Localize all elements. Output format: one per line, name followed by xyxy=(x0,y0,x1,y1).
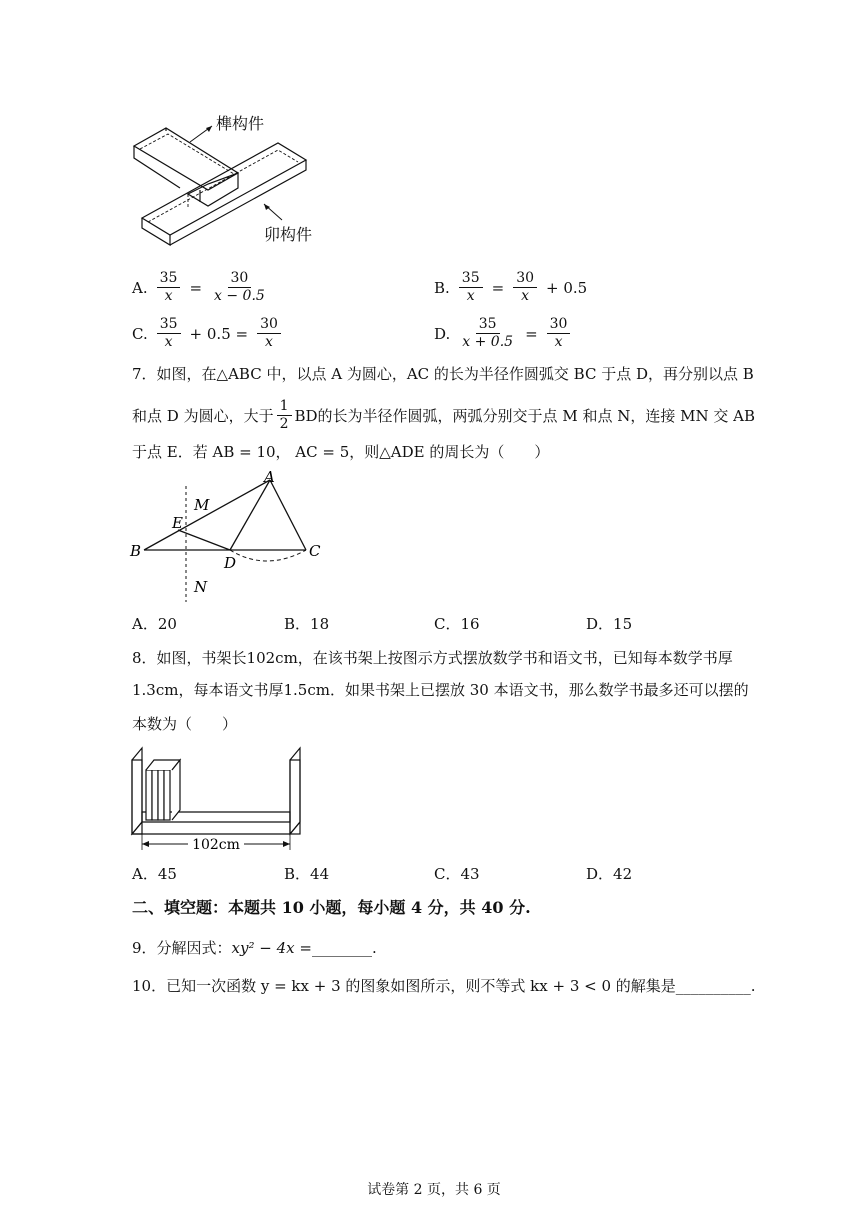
q8-option-d[interactable]: D．42 xyxy=(586,865,633,883)
fraction-left: $\frac{35}{x}$ xyxy=(157,316,181,351)
option-key: B. xyxy=(434,278,450,297)
option-key: C. xyxy=(132,324,148,343)
option-key: A. xyxy=(132,278,148,297)
option-key: D. xyxy=(434,324,451,343)
label-b: B xyxy=(130,542,142,560)
label-d: D xyxy=(224,554,237,572)
q9-expression: xy² − 4x = xyxy=(231,939,312,957)
fraction-right: $\frac{30}{x}$ xyxy=(547,316,571,351)
q7-line-3: 于点 E．若 AB = 10， AC = 5，则△ADE 的周长为（ ） xyxy=(132,443,550,461)
half-fraction: $\frac{1}{2}$ xyxy=(277,398,292,433)
q7-triangle-figure xyxy=(126,468,336,608)
label-a: A xyxy=(264,468,275,486)
suffix: + 0.5 xyxy=(546,278,588,297)
q7-option-c[interactable]: C．16 xyxy=(434,615,480,633)
q9: 9．分解因式：xy² − 4x =________. xyxy=(132,939,377,957)
label-c: C xyxy=(309,542,321,560)
operator: = xyxy=(491,278,505,297)
q6-option-a[interactable] xyxy=(132,270,271,305)
q10-answer-blank[interactable]: __________ xyxy=(675,977,751,995)
shelf-length-label: 102cm xyxy=(192,837,240,853)
operator: = xyxy=(189,278,203,297)
page-footer: 试卷第 2 页，共 6 页 xyxy=(367,1182,501,1198)
q7-option-d[interactable]: D．15 xyxy=(586,615,633,633)
q6-option-b[interactable] xyxy=(434,270,587,305)
tenon-label: 榫构件 xyxy=(216,114,265,133)
q8-option-a[interactable]: A．45 xyxy=(132,865,177,883)
q7-line-2: 和点 D 为圆心，大于 $\frac{1}{2}$ BD的长为半径作圆弧，两弧分别交于点 M 和点 N，连接 MN 交 AB xyxy=(132,398,755,432)
q8-line-1: 8．如图，书架长102cm，在该书架上按图示方式摆放数学书和语文书，已知每本数学书厚 xyxy=(132,649,733,667)
q7-option-b[interactable]: B．18 xyxy=(284,615,330,633)
q7-line-1: 7．如图，在△ABC 中，以点 A 为圆心，AC 的长为半径作圆弧交 BC 于点 D，再分别以点 B xyxy=(132,365,754,383)
q8-line-3: 本数为（ ） xyxy=(132,715,238,733)
label-m: M xyxy=(194,496,210,514)
mortise-label: 卯构件 xyxy=(264,225,313,244)
fraction-right: $\frac{30}{x - 0.5}$ xyxy=(214,270,265,304)
q7-option-a[interactable]: A．20 xyxy=(132,615,177,633)
bookshelf-figure xyxy=(126,736,326,856)
q8-option-c[interactable]: C．43 xyxy=(434,865,480,883)
fraction-left: $\frac{35}{x}$ xyxy=(459,270,483,305)
operator: + 0.5 = xyxy=(189,324,249,343)
label-e: E xyxy=(172,514,183,532)
q8-line-2: 1.3cm，每本语文书厚1.5cm．如果书架上已摆放 30 本语文书，那么数学书最多还可以摆的 xyxy=(132,681,749,699)
fraction-left: $\frac{35}{x}$ xyxy=(157,270,181,305)
q9-answer-blank[interactable]: ________ xyxy=(311,939,372,957)
q6-option-d[interactable] xyxy=(434,316,573,351)
q10: 10．已知一次函数 y = kx + 3 的图象如图所示，则不等式 kx + 3 < 0 的解集是__________. xyxy=(132,977,756,995)
fraction-left: $\frac{35}{x + 0.5}$ xyxy=(462,316,514,350)
label-n: N xyxy=(194,578,208,596)
q8-option-b[interactable]: B．44 xyxy=(284,865,330,883)
section-heading: 二、填空题：本题共 10 小题，每小题 4 分，共 40 分. xyxy=(132,898,531,917)
q6-option-c[interactable] xyxy=(132,316,284,351)
fraction-right: $\frac{30}{x}$ xyxy=(257,316,281,351)
fraction-right: $\frac{30}{x}$ xyxy=(513,270,537,305)
operator: = xyxy=(525,324,538,343)
